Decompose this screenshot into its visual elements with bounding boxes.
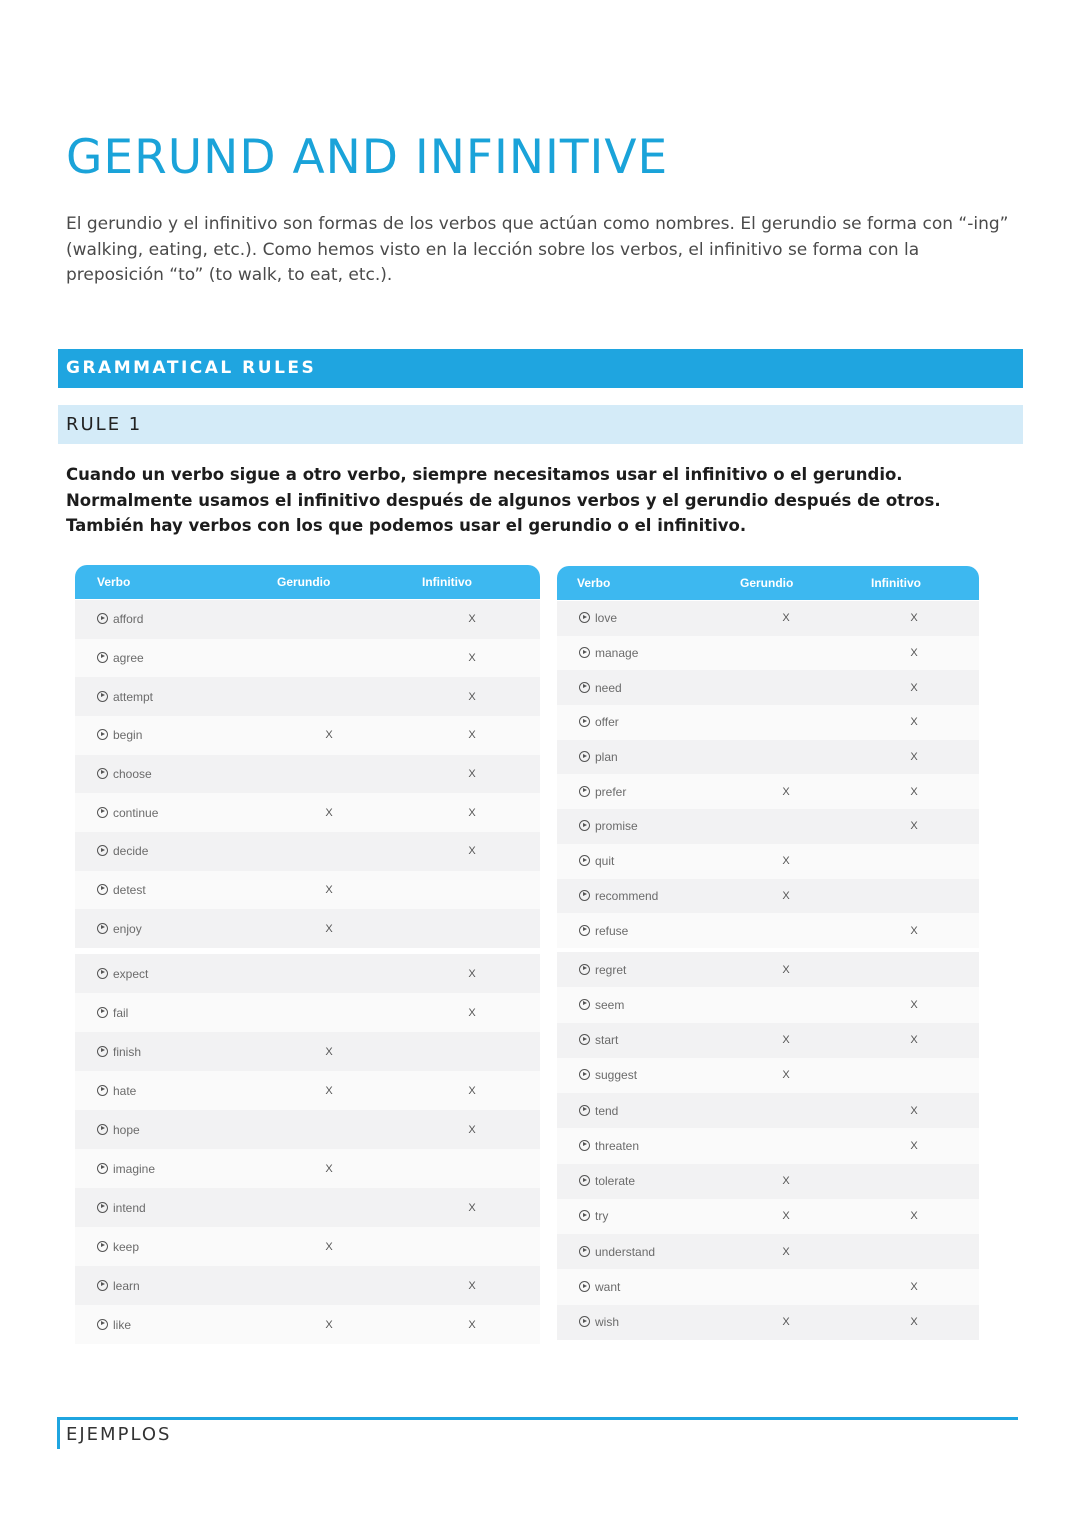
table-row <box>75 639 540 678</box>
verb-cell <box>97 883 146 897</box>
infinitive-mark: X <box>468 806 476 819</box>
play-circle-icon <box>579 1105 590 1116</box>
gerund-mark: X <box>782 785 790 798</box>
verb-cell <box>97 806 158 820</box>
verb-cell <box>579 854 614 868</box>
play-circle-icon <box>579 1316 590 1327</box>
verb-cell <box>97 1318 131 1332</box>
infinitive-mark: X <box>910 1139 918 1152</box>
gerund-mark: X <box>325 1084 333 1097</box>
infinitive-mark: X <box>910 1316 918 1329</box>
infinitive-mark: X <box>910 681 918 694</box>
verb-cell <box>579 819 638 833</box>
gerund-mark: X <box>782 612 790 625</box>
verb-label: tolerate <box>595 1174 636 1189</box>
infinitive-mark: X <box>910 612 918 625</box>
table-row <box>75 755 540 794</box>
verb-label: try <box>595 1209 609 1224</box>
table-row <box>557 1305 979 1340</box>
play-circle-icon <box>579 1281 590 1292</box>
table-row <box>557 879 979 914</box>
verb-label: hope <box>113 1122 140 1137</box>
table-row <box>75 909 540 948</box>
verb-label: plan <box>595 750 618 765</box>
table-row <box>557 636 979 671</box>
table-row <box>557 1023 979 1058</box>
verb-cell <box>97 1162 155 1176</box>
infinitive-mark: X <box>910 785 918 798</box>
verb-cell <box>579 646 638 660</box>
infinitive-mark: X <box>910 647 918 660</box>
verb-cell <box>97 1123 140 1137</box>
gerund-mark: X <box>325 1318 333 1331</box>
table-row <box>75 1032 540 1071</box>
verb-label: promise <box>595 819 638 834</box>
verb-label: hate <box>113 1083 137 1098</box>
gerund-mark: X <box>782 889 790 902</box>
play-circle-icon <box>97 1319 108 1330</box>
table-row <box>75 1266 540 1305</box>
play-circle-icon <box>579 925 590 936</box>
table-row <box>557 601 979 636</box>
play-circle-icon <box>579 1069 590 1080</box>
verb-label: need <box>595 680 622 695</box>
table-row <box>557 913 979 948</box>
infinitive-mark: X <box>910 998 918 1011</box>
verb-label: recommend <box>595 888 659 903</box>
verb-cell <box>97 1084 136 1098</box>
infinitive-mark: X <box>468 651 476 664</box>
verb-cell <box>579 1209 608 1223</box>
verb-cell <box>97 612 143 626</box>
table-row <box>557 952 979 987</box>
rule-heading: RULE 1 <box>58 405 1023 444</box>
table-row <box>75 1227 540 1266</box>
play-circle-icon <box>579 751 590 762</box>
verb-label: expect <box>113 966 149 981</box>
infinitive-mark: X <box>468 1006 476 1019</box>
infinitive-mark: X <box>910 1281 918 1294</box>
verb-label: keep <box>113 1239 140 1254</box>
play-circle-icon <box>97 923 108 934</box>
play-circle-icon <box>579 855 590 866</box>
verb-label: want <box>595 1280 621 1295</box>
verb-cell <box>97 1279 140 1293</box>
infinitive-mark: X <box>468 1084 476 1097</box>
play-circle-icon <box>579 890 590 901</box>
gerund-mark: X <box>782 1175 790 1188</box>
verb-label: detest <box>113 882 146 897</box>
verb-label: prefer <box>595 784 627 799</box>
gerund-mark: X <box>325 1240 333 1253</box>
verb-cell <box>97 651 144 665</box>
verb-cell <box>97 767 152 781</box>
verb-label: begin <box>113 728 143 743</box>
verb-cell <box>97 844 148 858</box>
verb-cell <box>579 963 626 977</box>
verb-label: threaten <box>595 1138 640 1153</box>
play-circle-icon <box>579 1210 590 1221</box>
examples-section-heading <box>57 1417 1018 1449</box>
infinitive-mark: X <box>468 690 476 703</box>
verb-cell <box>579 785 626 799</box>
play-circle-icon <box>97 613 108 624</box>
gerund-mark: X <box>782 1210 790 1223</box>
verb-label: attempt <box>113 689 154 704</box>
verb-cell <box>97 728 142 742</box>
gerund-mark: X <box>782 1069 790 1082</box>
play-circle-icon <box>579 820 590 831</box>
infinitive-mark: X <box>468 1279 476 1292</box>
infinitive-mark: X <box>468 1318 476 1331</box>
play-circle-icon <box>97 691 108 702</box>
verb-cell <box>579 681 622 695</box>
verb-label: manage <box>595 646 639 661</box>
table-row <box>557 705 979 740</box>
infinitive-mark: X <box>910 1104 918 1117</box>
play-circle-icon <box>579 716 590 727</box>
verb-label: finish <box>113 1044 142 1059</box>
table-row <box>75 993 540 1032</box>
verb-label: suggest <box>595 1068 638 1083</box>
infinitive-mark: X <box>910 716 918 729</box>
gerund-mark: X <box>782 855 790 868</box>
play-circle-icon <box>97 729 108 740</box>
verb-label: intend <box>113 1200 146 1215</box>
verb-label: agree <box>113 650 144 665</box>
table-row <box>75 832 540 871</box>
verb-label: choose <box>113 766 152 781</box>
infinitive-mark: X <box>910 1210 918 1223</box>
gerund-mark: X <box>325 806 333 819</box>
play-circle-icon <box>97 768 108 779</box>
verb-table-right <box>557 566 979 1330</box>
play-circle-icon <box>97 1202 108 1213</box>
play-circle-icon <box>97 1085 108 1096</box>
infinitive-mark: X <box>468 729 476 742</box>
table-row <box>557 1234 979 1269</box>
table-row <box>75 716 540 755</box>
verb-cell <box>97 1006 128 1020</box>
verb-cell <box>97 1240 139 1254</box>
table-row <box>75 954 540 993</box>
infinitive-mark: X <box>468 1123 476 1136</box>
verb-label: imagine <box>113 1161 156 1176</box>
verb-label: quit <box>595 854 615 869</box>
gerund-mark: X <box>782 1034 790 1047</box>
column-header-infinitive: Infinitivo <box>871 576 921 590</box>
gerund-mark: X <box>782 1316 790 1329</box>
table-row <box>75 1305 540 1344</box>
verb-cell <box>579 750 618 764</box>
table-row <box>75 1149 540 1188</box>
verb-label: learn <box>113 1278 140 1293</box>
intro-paragraph: El gerundio y el infinitivo son formas de los verbos que actúan como nombres. El gerundio se forma con “-ing” (walking, eating, etc.). Como hemos visto en la lección sobre los verbos, el infinitivo se forma con la preposición “to” (to walk, to eat, etc.). <box>66 214 1009 285</box>
play-circle-icon <box>97 1163 108 1174</box>
verb-label: refuse <box>595 923 629 938</box>
verb-cell <box>97 922 142 936</box>
verb-cell <box>579 1033 618 1047</box>
infinitive-mark: X <box>468 613 476 626</box>
play-circle-icon <box>97 652 108 663</box>
play-circle-icon <box>579 999 590 1010</box>
play-circle-icon <box>97 1007 108 1018</box>
section-heading-grammatical-rules: GRAMMATICAL RULES <box>58 349 1023 388</box>
verb-cell <box>579 1104 618 1118</box>
table-header <box>75 565 540 599</box>
verb-label: start <box>595 1033 619 1048</box>
table-row <box>557 1199 979 1234</box>
play-circle-icon <box>97 884 108 895</box>
table-row <box>557 1269 979 1304</box>
verb-cell <box>579 715 619 729</box>
verb-table-left <box>75 565 540 1332</box>
play-circle-icon <box>97 845 108 856</box>
verb-label: continue <box>113 805 159 820</box>
table-row <box>557 809 979 844</box>
table-header <box>557 566 979 600</box>
play-circle-icon <box>97 1241 108 1252</box>
verb-cell <box>97 967 148 981</box>
verb-label: seem <box>595 997 625 1012</box>
play-circle-icon <box>579 1140 590 1151</box>
page-title: GERUND AND INFINITIVE <box>66 130 669 185</box>
verb-cell <box>579 1139 639 1153</box>
gerund-mark: X <box>325 883 333 896</box>
gerund-mark: X <box>325 729 333 742</box>
table-row <box>557 844 979 879</box>
verb-label: fail <box>113 1005 129 1020</box>
table-row <box>557 1128 979 1163</box>
play-circle-icon <box>97 1124 108 1135</box>
table-row <box>75 677 540 716</box>
gerund-mark: X <box>782 963 790 976</box>
play-circle-icon <box>579 682 590 693</box>
verb-cell <box>579 889 658 903</box>
play-circle-icon <box>579 612 590 623</box>
verb-cell <box>579 998 624 1012</box>
table-row <box>557 774 979 809</box>
gerund-mark: X <box>782 1245 790 1258</box>
play-circle-icon <box>579 1246 590 1257</box>
table-row <box>557 987 979 1022</box>
verb-cell <box>97 1201 146 1215</box>
play-circle-icon <box>97 968 108 979</box>
verb-cell <box>579 1174 635 1188</box>
verb-label: wish <box>595 1315 620 1330</box>
verb-cell <box>579 1068 637 1082</box>
verb-label: decide <box>113 844 149 859</box>
table-row <box>75 793 540 832</box>
table-row <box>557 740 979 775</box>
table-row <box>75 1110 540 1149</box>
play-circle-icon <box>579 1175 590 1186</box>
verb-cell <box>579 1280 620 1294</box>
table-row <box>75 600 540 639</box>
infinitive-mark: X <box>910 1034 918 1047</box>
infinitive-mark: X <box>468 967 476 980</box>
verb-cell <box>97 1045 141 1059</box>
table-block <box>557 952 979 1340</box>
rule-1-text: Cuando un verbo sigue a otro verbo, siempre necesitamos usar el infinitivo o el gerundio. Normalmente usamos el infinitivo después de algunos verbos y el gerundio después de otros. También hay verbos con los que podemos usar el gerundio o el infinitivo. <box>66 465 941 535</box>
verb-label: offer <box>595 715 619 730</box>
verb-label: like <box>113 1317 132 1332</box>
play-circle-icon <box>97 1280 108 1291</box>
table-block <box>75 600 540 948</box>
verb-label: afford <box>113 612 144 627</box>
gerund-mark: X <box>325 922 333 935</box>
examples-heading-label: EJEMPLOS <box>66 1424 172 1445</box>
verb-cell <box>97 690 153 704</box>
verb-label: regret <box>595 962 627 977</box>
verb-label: enjoy <box>113 921 142 936</box>
verb-cell <box>579 611 617 625</box>
verb-label: tend <box>595 1103 619 1118</box>
table-row <box>75 871 540 910</box>
column-header-infinitive: Infinitivo <box>422 575 472 589</box>
infinitive-mark: X <box>910 751 918 764</box>
table-block <box>75 954 540 1344</box>
column-header-gerund: Gerundio <box>740 576 794 590</box>
table-row <box>557 1093 979 1128</box>
column-header-verb: Verbo <box>97 575 131 589</box>
infinitive-mark: X <box>910 820 918 833</box>
play-circle-icon <box>97 807 108 818</box>
table-row <box>557 1058 979 1093</box>
play-circle-icon <box>579 647 590 658</box>
verb-cell <box>579 1315 619 1329</box>
infinitive-mark: X <box>468 767 476 780</box>
table-row <box>75 1188 540 1227</box>
play-circle-icon <box>97 1046 108 1057</box>
table-row <box>557 1164 979 1199</box>
infinitive-mark: X <box>468 1201 476 1214</box>
play-circle-icon <box>579 1034 590 1045</box>
verb-cell <box>579 1245 655 1259</box>
infinitive-mark: X <box>910 924 918 937</box>
verb-cell <box>579 924 628 938</box>
verb-label: love <box>595 611 618 626</box>
gerund-mark: X <box>325 1162 333 1175</box>
infinitive-mark: X <box>468 845 476 858</box>
gerund-mark: X <box>325 1045 333 1058</box>
table-row <box>75 1071 540 1110</box>
column-header-verb: Verbo <box>577 576 611 590</box>
table-block <box>557 601 979 948</box>
play-circle-icon <box>579 964 590 975</box>
verb-label: understand <box>595 1244 656 1259</box>
table-row <box>557 670 979 705</box>
play-circle-icon <box>579 786 590 797</box>
column-header-gerund: Gerundio <box>277 575 331 589</box>
